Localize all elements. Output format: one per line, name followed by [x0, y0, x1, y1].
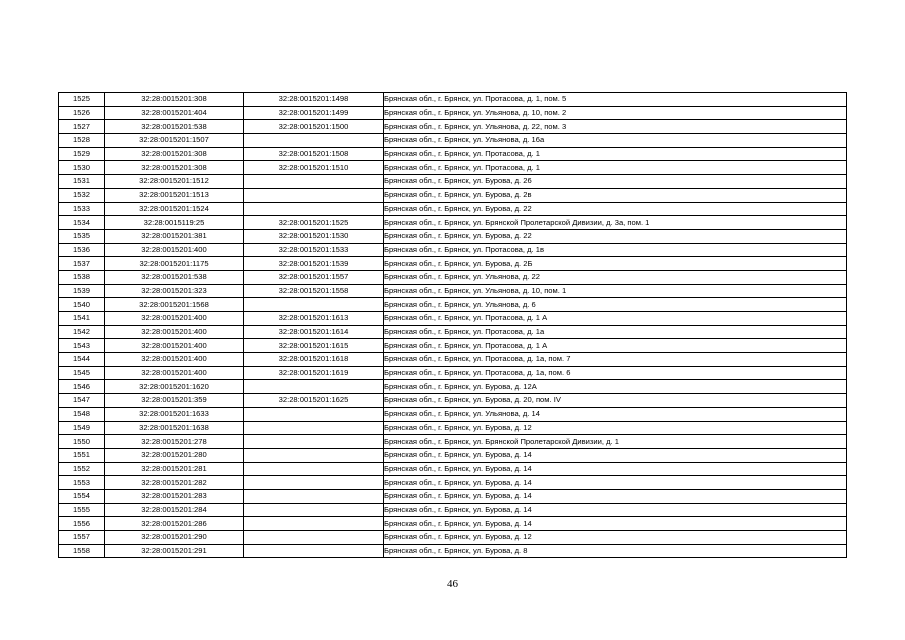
row-number-cell: 1534	[59, 216, 105, 230]
parent-cadastral-number-cell	[244, 380, 384, 394]
address-cell: Брянская обл., г. Брянск, ул. Протасова, д. 1	[384, 161, 847, 175]
table-row	[59, 216, 847, 230]
address-cell: Брянская обл., г. Брянск, ул. Бурова, д. 12	[384, 531, 847, 545]
address-cell: Брянская обл., г. Брянск, ул. Бурова, д. 2в	[384, 188, 847, 202]
parent-cadastral-number-cell	[244, 544, 384, 558]
row-number-cell: 1544	[59, 353, 105, 367]
address-cell: Брянская обл., г. Брянск, ул. Ульянова, д. 16а	[384, 134, 847, 148]
address-cell: Брянская обл., г. Брянск, ул. Протасова, д. 1 А	[384, 312, 847, 326]
table-row	[59, 339, 847, 353]
address-cell: Брянская обл., г. Брянск, ул. Бурова, д. 14	[384, 476, 847, 490]
address-cell: Брянская обл., г. Брянск, ул. Бурова, д. 14	[384, 503, 847, 517]
cadastral-table	[58, 92, 847, 558]
cadastral-number-cell: 32:28:0015201:290	[105, 531, 244, 545]
cadastral-number-cell: 32:28:0015201:1633	[105, 407, 244, 421]
cadastral-number-cell: 32:28:0015201:538	[105, 120, 244, 134]
table-row	[59, 476, 847, 490]
address-cell: Брянская обл., г. Брянск, ул. Бурова, д. 8	[384, 544, 847, 558]
table-row	[59, 257, 847, 271]
parent-cadastral-number-cell: 32:28:0015201:1525	[244, 216, 384, 230]
address-cell: Брянская обл., г. Брянск, ул. Бурова, д. 14	[384, 448, 847, 462]
address-cell: Брянская обл., г. Брянск, ул. Бурова, д. 22	[384, 229, 847, 243]
table-row	[59, 353, 847, 367]
address-cell: Брянская обл., г. Брянск, ул. Бурова, д. 12А	[384, 380, 847, 394]
table-row	[59, 202, 847, 216]
table-row	[59, 325, 847, 339]
table-row	[59, 161, 847, 175]
address-cell: Брянская обл., г. Брянск, ул. Бурова, д. 20, пом. IV	[384, 394, 847, 408]
table-row	[59, 312, 847, 326]
table-row	[59, 531, 847, 545]
row-number-cell: 1527	[59, 120, 105, 134]
row-number-cell: 1552	[59, 462, 105, 476]
table-row	[59, 435, 847, 449]
cadastral-number-cell: 32:28:0015119:25	[105, 216, 244, 230]
row-number-cell: 1553	[59, 476, 105, 490]
address-cell: Брянская обл., г. Брянск, ул. Бурова, д. 26	[384, 175, 847, 189]
table-row	[59, 421, 847, 435]
row-number-cell: 1549	[59, 421, 105, 435]
table-row	[59, 134, 847, 148]
parent-cadastral-number-cell	[244, 298, 384, 312]
row-number-cell: 1526	[59, 106, 105, 120]
row-number-cell: 1539	[59, 284, 105, 298]
parent-cadastral-number-cell: 32:28:0015201:1615	[244, 339, 384, 353]
table-row	[59, 448, 847, 462]
parent-cadastral-number-cell	[244, 435, 384, 449]
address-cell: Брянская обл., г. Брянск, ул. Бурова, д. 14	[384, 462, 847, 476]
parent-cadastral-number-cell: 32:28:0015201:1539	[244, 257, 384, 271]
table-row	[59, 298, 847, 312]
parent-cadastral-number-cell: 32:28:0015201:1618	[244, 353, 384, 367]
table-row	[59, 175, 847, 189]
row-number-cell: 1528	[59, 134, 105, 148]
address-cell: Брянская обл., г. Брянск, ул. Ульянова, д. 10, пом. 2	[384, 106, 847, 120]
parent-cadastral-number-cell	[244, 517, 384, 531]
address-cell: Брянская обл., г. Брянск, ул. Бурова, д. 14	[384, 517, 847, 531]
parent-cadastral-number-cell: 32:28:0015201:1613	[244, 312, 384, 326]
address-cell: Брянская обл., г. Брянск, ул. Брянской Пролетарской Дивизии, д. 3а, пом. 1	[384, 216, 847, 230]
table-row	[59, 517, 847, 531]
parent-cadastral-number-cell	[244, 421, 384, 435]
address-cell: Брянская обл., г. Брянск, ул. Протасова, д. 1, пом. 5	[384, 93, 847, 107]
row-number-cell: 1535	[59, 229, 105, 243]
cadastral-number-cell: 32:28:0015201:538	[105, 270, 244, 284]
cadastral-number-cell: 32:28:0015201:400	[105, 353, 244, 367]
cadastral-number-cell: 32:28:0015201:400	[105, 366, 244, 380]
row-number-cell: 1536	[59, 243, 105, 257]
address-cell: Брянская обл., г. Брянск, ул. Ульянова, д. 14	[384, 407, 847, 421]
row-number-cell: 1537	[59, 257, 105, 271]
row-number-cell: 1554	[59, 489, 105, 503]
row-number-cell: 1540	[59, 298, 105, 312]
address-cell: Брянская обл., г. Брянск, ул. Протасова, д. 1 А	[384, 339, 847, 353]
cadastral-number-cell: 32:28:0015201:323	[105, 284, 244, 298]
cadastral-number-cell: 32:28:0015201:1638	[105, 421, 244, 435]
parent-cadastral-number-cell	[244, 489, 384, 503]
table-row	[59, 394, 847, 408]
table-row	[59, 503, 847, 517]
parent-cadastral-number-cell	[244, 476, 384, 490]
cadastral-number-cell: 32:28:0015201:381	[105, 229, 244, 243]
table-row	[59, 270, 847, 284]
parent-cadastral-number-cell	[244, 134, 384, 148]
cadastral-number-cell: 32:28:0015201:1513	[105, 188, 244, 202]
parent-cadastral-number-cell	[244, 503, 384, 517]
parent-cadastral-number-cell	[244, 202, 384, 216]
parent-cadastral-number-cell	[244, 531, 384, 545]
parent-cadastral-number-cell: 32:28:0015201:1498	[244, 93, 384, 107]
cadastral-number-cell: 32:28:0015201:1507	[105, 134, 244, 148]
address-cell: Брянская обл., г. Брянск, ул. Бурова, д. 12	[384, 421, 847, 435]
row-number-cell: 1543	[59, 339, 105, 353]
cadastral-number-cell: 32:28:0015201:282	[105, 476, 244, 490]
parent-cadastral-number-cell: 32:28:0015201:1533	[244, 243, 384, 257]
cadastral-number-cell: 32:28:0015201:308	[105, 93, 244, 107]
parent-cadastral-number-cell	[244, 407, 384, 421]
table-row	[59, 147, 847, 161]
cadastral-number-cell: 32:28:0015201:283	[105, 489, 244, 503]
parent-cadastral-number-cell: 32:28:0015201:1499	[244, 106, 384, 120]
table-row	[59, 407, 847, 421]
cadastral-number-cell: 32:28:0015201:1620	[105, 380, 244, 394]
row-number-cell: 1550	[59, 435, 105, 449]
table-row	[59, 380, 847, 394]
row-number-cell: 1530	[59, 161, 105, 175]
parent-cadastral-number-cell	[244, 188, 384, 202]
row-number-cell: 1551	[59, 448, 105, 462]
address-cell: Брянская обл., г. Брянск, ул. Протасова, д. 1а, пом. 6	[384, 366, 847, 380]
cadastral-number-cell: 32:28:0015201:281	[105, 462, 244, 476]
address-cell: Брянская обл., г. Брянск, ул. Бурова, д. 22	[384, 202, 847, 216]
cadastral-number-cell: 32:28:0015201:280	[105, 448, 244, 462]
row-number-cell: 1545	[59, 366, 105, 380]
table-row	[59, 120, 847, 134]
parent-cadastral-number-cell: 32:28:0015201:1530	[244, 229, 384, 243]
table-row	[59, 284, 847, 298]
row-number-cell: 1533	[59, 202, 105, 216]
table-row	[59, 188, 847, 202]
row-number-cell: 1546	[59, 380, 105, 394]
cadastral-number-cell: 32:28:0015201:308	[105, 161, 244, 175]
row-number-cell: 1538	[59, 270, 105, 284]
table-row	[59, 229, 847, 243]
address-cell: Брянская обл., г. Брянск, ул. Протасова, д. 1	[384, 147, 847, 161]
parent-cadastral-number-cell: 32:28:0015201:1619	[244, 366, 384, 380]
row-number-cell: 1557	[59, 531, 105, 545]
cadastral-number-cell: 32:28:0015201:1512	[105, 175, 244, 189]
address-cell: Брянская обл., г. Брянск, ул. Протасова, д. 1в	[384, 243, 847, 257]
cadastral-number-cell: 32:28:0015201:359	[105, 394, 244, 408]
cadastral-number-cell: 32:28:0015201:284	[105, 503, 244, 517]
table-row	[59, 93, 847, 107]
cadastral-number-cell: 32:28:0015201:278	[105, 435, 244, 449]
address-cell: Брянская обл., г. Брянск, ул. Ульянова, д. 6	[384, 298, 847, 312]
parent-cadastral-number-cell	[244, 448, 384, 462]
row-number-cell: 1542	[59, 325, 105, 339]
cadastral-number-cell: 32:28:0015201:400	[105, 243, 244, 257]
cadastral-table-body	[59, 93, 847, 558]
parent-cadastral-number-cell: 32:28:0015201:1500	[244, 120, 384, 134]
table-row	[59, 106, 847, 120]
address-cell: Брянская обл., г. Брянск, ул. Бурова, д. 2Б	[384, 257, 847, 271]
row-number-cell: 1556	[59, 517, 105, 531]
address-cell: Брянская обл., г. Брянск, ул. Протасова, д. 1а	[384, 325, 847, 339]
address-cell: Брянская обл., г. Брянск, ул. Протасова, д. 1а, пом. 7	[384, 353, 847, 367]
row-number-cell: 1531	[59, 175, 105, 189]
table-row	[59, 366, 847, 380]
table-row	[59, 462, 847, 476]
cadastral-number-cell: 32:28:0015201:400	[105, 325, 244, 339]
cadastral-number-cell: 32:28:0015201:400	[105, 339, 244, 353]
parent-cadastral-number-cell: 32:28:0015201:1510	[244, 161, 384, 175]
parent-cadastral-number-cell	[244, 175, 384, 189]
row-number-cell: 1558	[59, 544, 105, 558]
page-number: 46	[447, 578, 458, 590]
parent-cadastral-number-cell: 32:28:0015201:1614	[244, 325, 384, 339]
cadastral-number-cell: 32:28:0015201:400	[105, 312, 244, 326]
cadastral-number-cell: 32:28:0015201:404	[105, 106, 244, 120]
parent-cadastral-number-cell	[244, 462, 384, 476]
cadastral-number-cell: 32:28:0015201:308	[105, 147, 244, 161]
parent-cadastral-number-cell: 32:28:0015201:1508	[244, 147, 384, 161]
address-cell: Брянская обл., г. Брянск, ул. Ульянова, д. 10, пом. 1	[384, 284, 847, 298]
row-number-cell: 1529	[59, 147, 105, 161]
cadastral-number-cell: 32:28:0015201:1524	[105, 202, 244, 216]
row-number-cell: 1547	[59, 394, 105, 408]
row-number-cell: 1532	[59, 188, 105, 202]
table-row	[59, 544, 847, 558]
row-number-cell: 1525	[59, 93, 105, 107]
cadastral-number-cell: 32:28:0015201:286	[105, 517, 244, 531]
row-number-cell: 1548	[59, 407, 105, 421]
cadastral-number-cell: 32:28:0015201:1568	[105, 298, 244, 312]
cadastral-number-cell: 32:28:0015201:1175	[105, 257, 244, 271]
address-cell: Брянская обл., г. Брянск, ул. Ульянова, д. 22	[384, 270, 847, 284]
row-number-cell: 1541	[59, 312, 105, 326]
parent-cadastral-number-cell: 32:28:0015201:1625	[244, 394, 384, 408]
table-row	[59, 489, 847, 503]
table-row	[59, 243, 847, 257]
row-number-cell: 1555	[59, 503, 105, 517]
parent-cadastral-number-cell: 32:28:0015201:1558	[244, 284, 384, 298]
address-cell: Брянская обл., г. Брянск, ул. Бурова, д. 14	[384, 489, 847, 503]
address-cell: Брянская обл., г. Брянск, ул. Ульянова, д. 22, пом. 3	[384, 120, 847, 134]
cadastral-number-cell: 32:28:0015201:291	[105, 544, 244, 558]
address-cell: Брянская обл., г. Брянск, ул. Брянской Пролетарской Дивизии, д. 1	[384, 435, 847, 449]
parent-cadastral-number-cell: 32:28:0015201:1557	[244, 270, 384, 284]
